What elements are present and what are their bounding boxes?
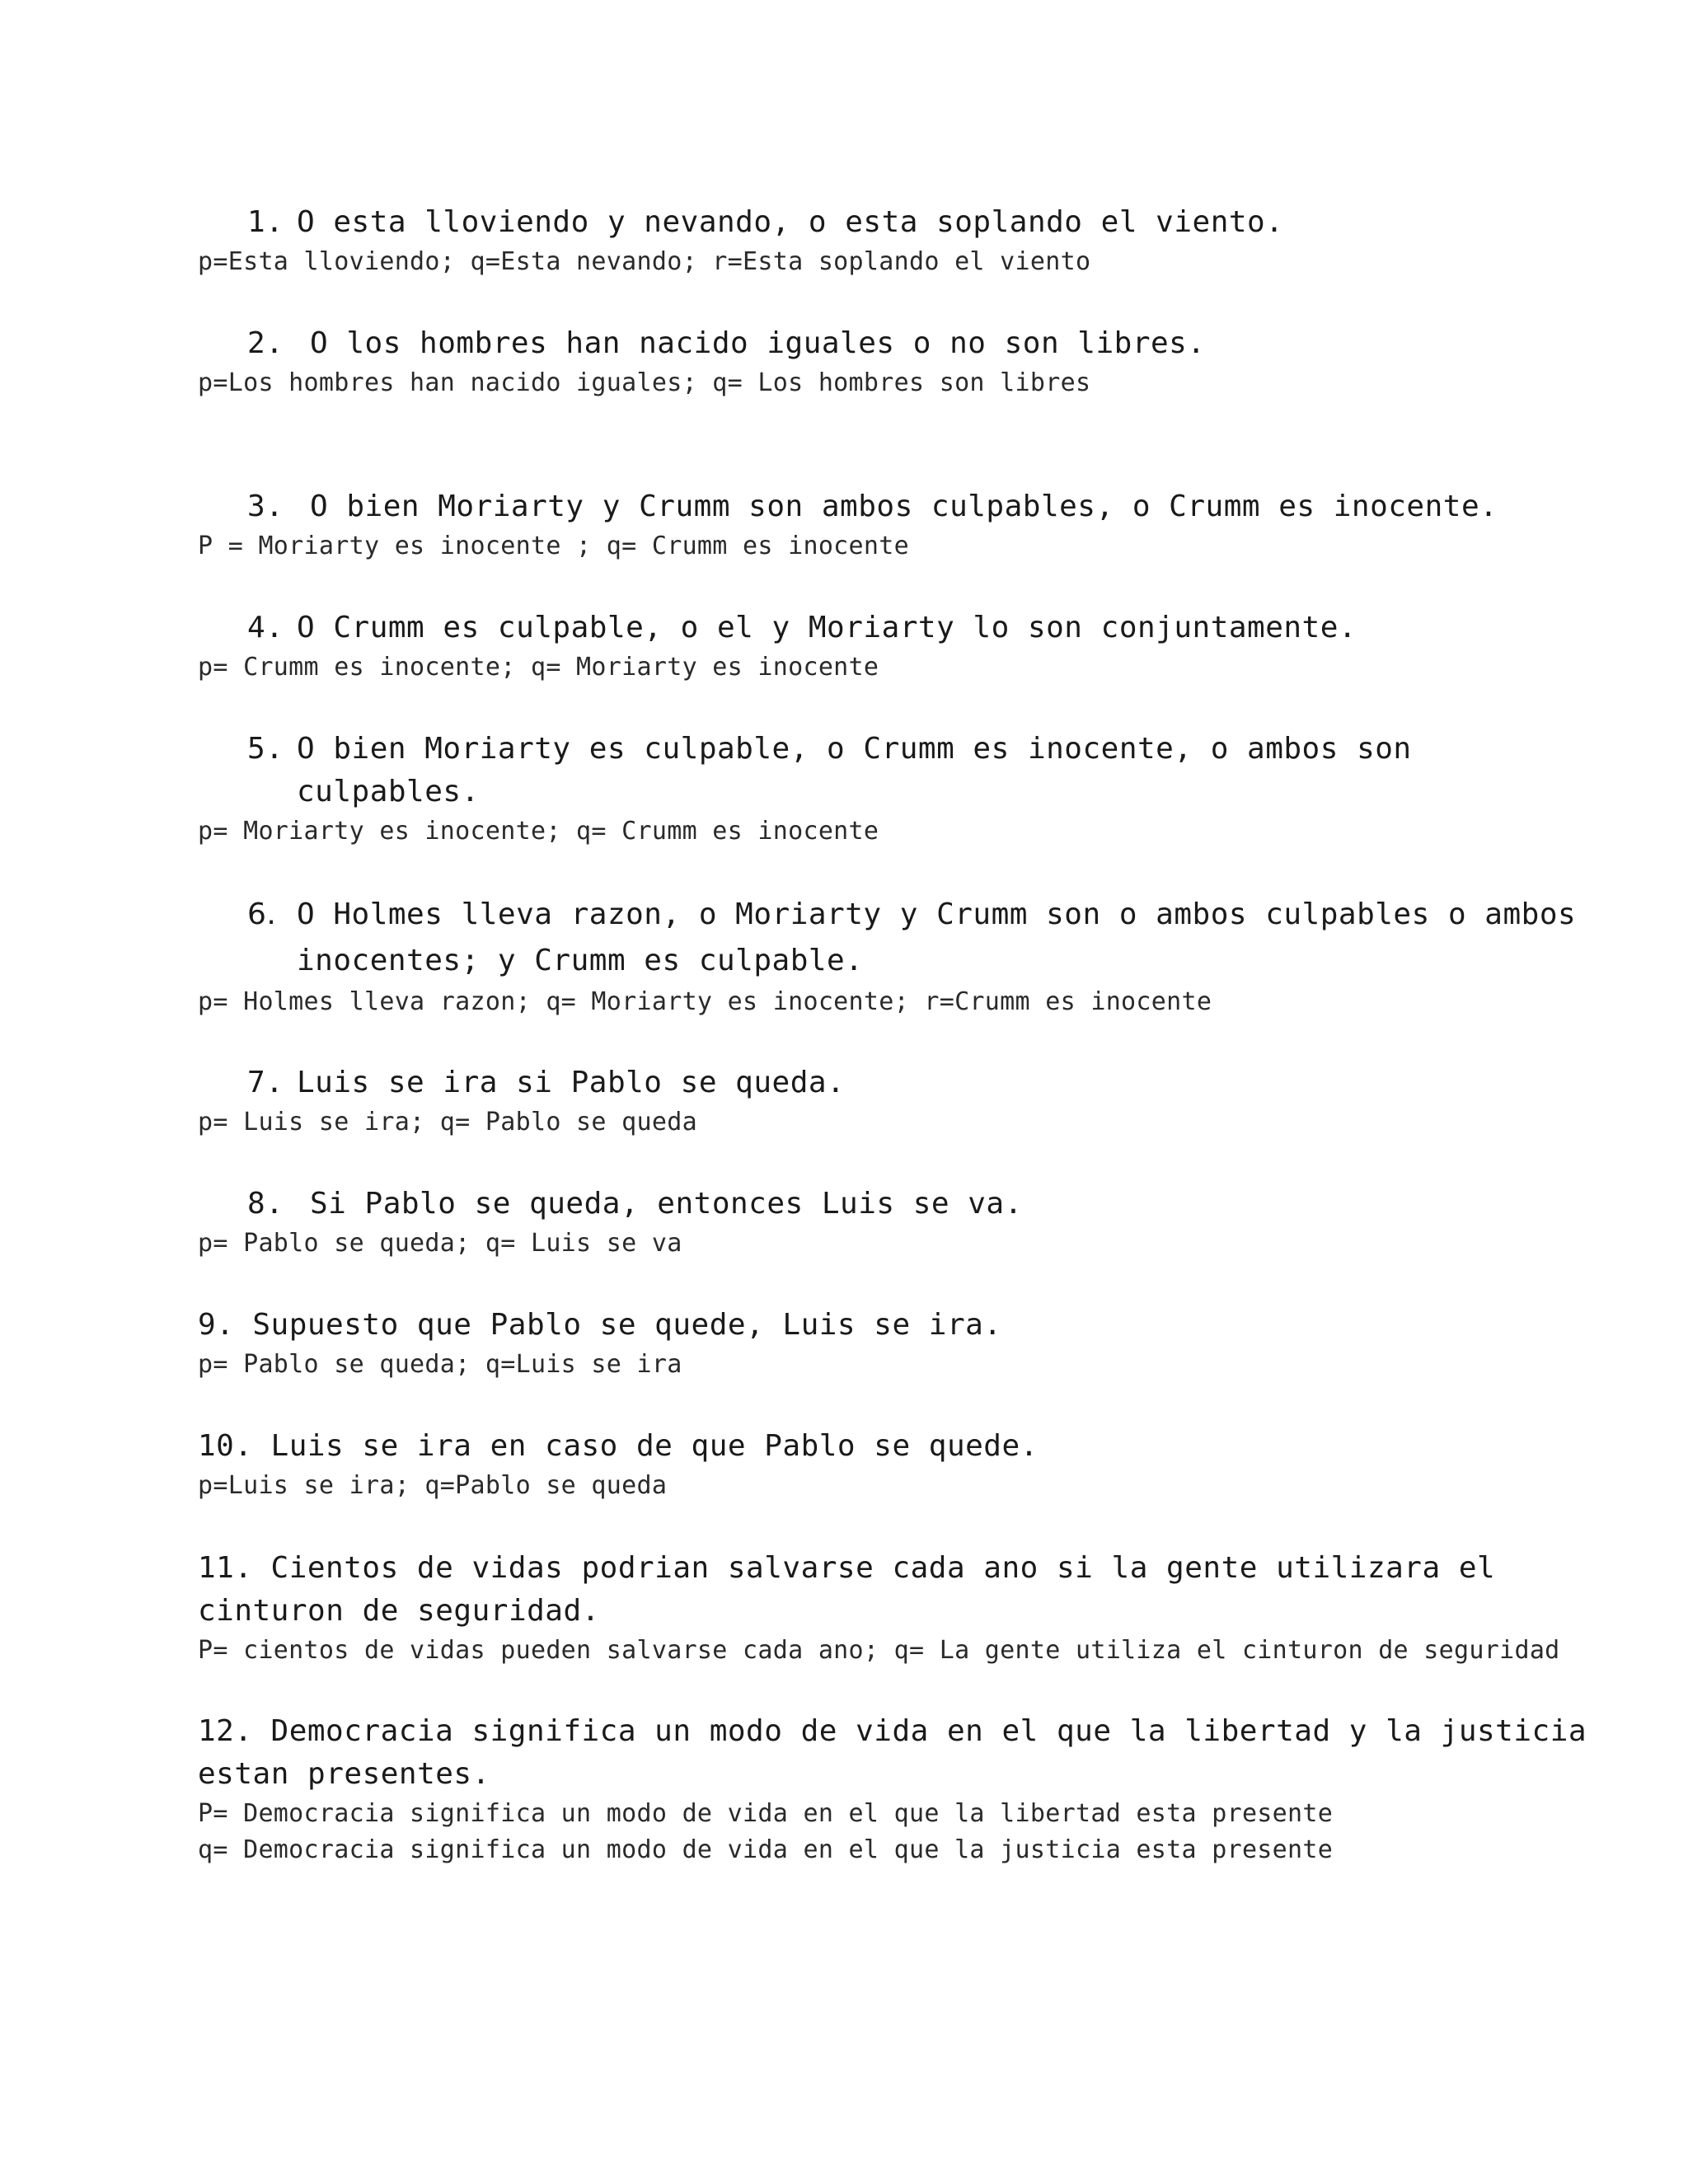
exercise-statement xyxy=(198,1425,1484,1468)
item-number: 2. xyxy=(247,326,284,360)
exercise-item-2 xyxy=(198,322,1484,401)
exercise-item-1 xyxy=(198,201,1484,280)
exercise-statement xyxy=(198,1547,1496,1633)
statement-line: estan presentes. xyxy=(198,1757,490,1791)
statement-line: O esta lloviendo y nevando, o esta soplando el viento. xyxy=(297,205,1284,239)
exercise-statement xyxy=(198,1710,1587,1796)
exercise-item-3 xyxy=(198,485,1498,565)
item-number: 9. xyxy=(198,1308,235,1342)
exercise-item-11 xyxy=(198,1547,1560,1669)
exercise-statement xyxy=(198,607,1484,649)
exercise-item-7 xyxy=(198,1062,1484,1141)
exercise-statement xyxy=(198,1183,1484,1226)
exercise-item-6 xyxy=(198,892,1577,1020)
item-number: 5. xyxy=(247,732,284,766)
statement-line: O bien Moriarty es culpable, o Crumm es inocente, o ambos son xyxy=(297,732,1412,766)
exercise-item-9 xyxy=(198,1304,1484,1383)
item-number: 4. xyxy=(247,611,284,644)
proposition-definitions: p= Crumm es inocente; q= Moriarty es inocente xyxy=(198,653,879,682)
proposition-definitions: P= cientos de vidas pueden salvarse cada ano; q= La gente utiliza el cinturon de seguridad xyxy=(198,1636,1560,1665)
statement-line: O Holmes lleva razon, o Moriarty y Crumm son o ambos culpables o ambos xyxy=(297,898,1577,931)
exercise-statement xyxy=(198,201,1484,244)
proposition-definitions: p= Luis se ira; q= Pablo se queda xyxy=(198,1108,697,1137)
statement-line: Luis se ira en caso de que Pablo se quede. xyxy=(270,1429,1039,1463)
exercise-item-10 xyxy=(198,1425,1484,1504)
exercise-statement xyxy=(198,728,1484,813)
proposition-definitions: P= Democracia significa un modo de vida en el que la libertad esta presente xyxy=(198,1799,1334,1828)
exercise-item-5 xyxy=(198,728,1484,850)
exercise-statement xyxy=(198,1304,1484,1347)
proposition-definitions: p= Pablo se queda; q=Luis se ira xyxy=(198,1350,682,1379)
exercise-item-12 xyxy=(198,1710,1587,1868)
statement-line: O los hombres han nacido iguales o no son libres. xyxy=(310,326,1206,360)
proposition-definitions: p=Los hombres han nacido iguales; q= Los hombres son libres xyxy=(198,368,1091,397)
item-number: 1. xyxy=(247,205,284,239)
statement-line: Supuesto que Pablo se quede, Luis se ira. xyxy=(252,1308,1002,1342)
item-number: 6. xyxy=(247,898,277,931)
exercise-item-8 xyxy=(198,1183,1484,1262)
statement-line: cinturon de seguridad. xyxy=(198,1594,600,1628)
item-number: 12. xyxy=(198,1714,253,1748)
exercise-statement xyxy=(198,485,1498,528)
statement-line: inocentes; y Crumm es culpable. xyxy=(297,944,864,977)
item-number: 7. xyxy=(247,1066,284,1099)
proposition-definitions: P = Moriarty es inocente ; q= Crumm es inocente xyxy=(198,532,909,560)
exercise-statement xyxy=(198,892,1577,984)
proposition-definitions: q= Democracia significa un modo de vida en el que la justicia esta presente xyxy=(198,1835,1334,1864)
statement-line: Luis se ira si Pablo se queda. xyxy=(297,1066,846,1099)
proposition-definitions: p=Luis se ira; q=Pablo se queda xyxy=(198,1471,668,1500)
exercise-statement xyxy=(198,1062,1484,1104)
exercise-statement xyxy=(198,322,1484,365)
statement-line: Si Pablo se queda, entonces Luis se va. xyxy=(310,1187,1023,1221)
statement-line: O bien Moriarty y Crumm son ambos culpables, o Crumm es inocente. xyxy=(310,490,1498,523)
statement-line: O Crumm es culpable, o el y Moriarty lo son conjuntamente. xyxy=(297,611,1357,644)
statement-line: culpables. xyxy=(297,775,480,808)
proposition-definitions: p= Moriarty es inocente; q= Crumm es inocente xyxy=(198,817,879,846)
proposition-definitions: p= Pablo se queda; q= Luis se va xyxy=(198,1229,682,1258)
statement-line: Cientos de vidas podrian salvarse cada ano si la gente utilizara el xyxy=(270,1551,1496,1585)
item-number: 3. xyxy=(247,490,284,523)
item-number: 10. xyxy=(198,1429,253,1463)
proposition-definitions: p= Holmes lleva razon; q= Moriarty es inocente; r=Crumm es inocente xyxy=(198,987,1212,1016)
statement-line: Democracia significa un modo de vida en el que la libertad y la justicia xyxy=(270,1714,1587,1748)
proposition-definitions: p=Esta lloviendo; q=Esta nevando; r=Esta soplando el viento xyxy=(198,247,1091,276)
exercise-item-4 xyxy=(198,607,1484,686)
item-number: 8. xyxy=(247,1187,284,1221)
item-number: 11. xyxy=(198,1551,253,1585)
